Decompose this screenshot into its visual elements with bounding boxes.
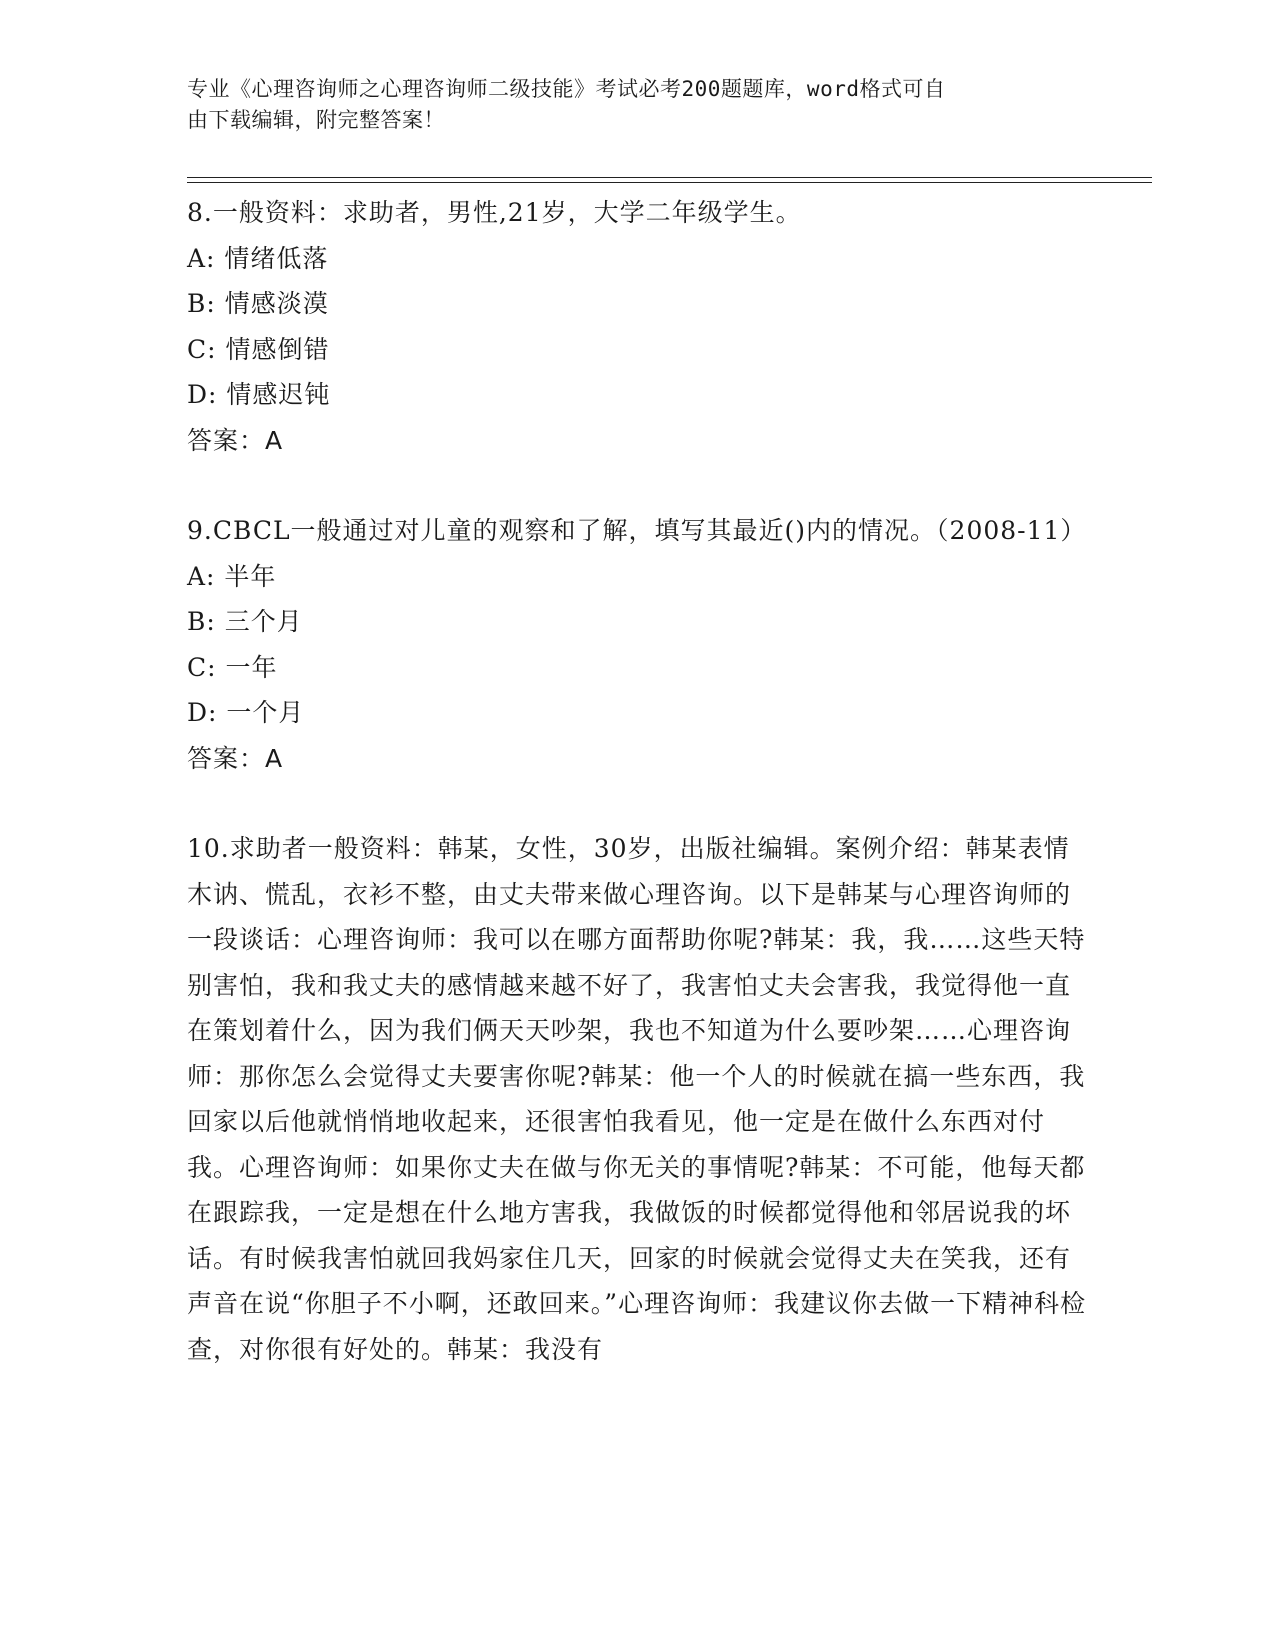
question-8 [187,190,1087,463]
header-line-1: 专业《心理咨询师之心理咨询师二级技能》考试必考200题题库，word格式可自 [187,77,946,101]
document-body [187,190,1087,1372]
option-b: B: 情感淡漠 [187,289,329,318]
option-c: C: 一年 [187,652,278,682]
question-9 [187,508,1087,781]
question-text: 9.CBCL一般通过对儿童的观察和了解，填写其最近()内的情况。（2008-11） [187,516,1087,545]
option-d: D: 一个月 [187,698,305,727]
answer-line: 答案：A [187,743,284,773]
question-text: 8.一般资料：求助者，男性,21岁，大学二年级学生。 [187,198,802,227]
header-divider [187,177,1152,183]
spacer [187,781,1087,826]
document-header [187,74,1087,136]
answer-line: 答案：A [187,425,284,455]
option-d: D: 情感迟钝 [187,380,331,409]
question-text: 10.求助者一般资料：韩某，女性，30岁，出版社编辑。案例介绍：韩某表情木讷、慌乱，衣衫不整，由丈夫带来做心理咨询。以下是韩某与心理咨询师的一段谈话：心理咨询师：我可以在哪方面帮助你呢?韩某：我，我……这些天特别害怕，我和我丈夫的感情越来越不好了，我害怕丈夫会害我，我觉得他一直在策划着什么，因为我们俩天天吵架，我也不知道为什么要吵架……心理咨询师：那你怎么会觉得丈夫要害你呢?韩某：他一个人的时候就在搞一些东西，我回家以后他就悄悄地收起来，还很害怕我看见，他一定是在做什么东西对付我。心理咨询师：如果你丈夫在做与你无关的事情呢?韩某：不可能，他每天都在跟踪我，一定是想在什么地方害我，我做饭的时候都觉得他和邻居说我的坏话。有时候我害怕就回我妈家住几天，回家的时候就会觉得丈夫在笑我，还有声音在说“你胆子不小啊，还敢回来。”心理咨询师：我建议你去做一下精神科检查，对你很有好处的。韩某：我没有 [187,834,1087,1364]
option-a: A: 情绪低落 [187,243,329,273]
spacer [187,463,1087,508]
question-10 [187,826,1087,1372]
option-c: C: 情感倒错 [187,334,330,364]
header-line-2: 由下载编辑，附完整答案！ [187,108,445,132]
option-a: A: 半年 [187,561,277,591]
option-b: B: 三个月 [187,607,303,636]
